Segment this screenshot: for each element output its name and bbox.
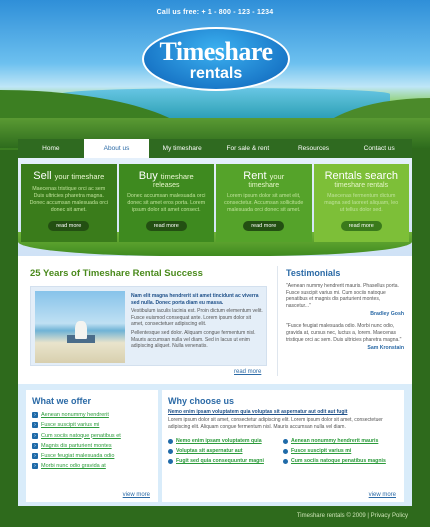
promo-title: Rentals search xyxy=(324,170,398,182)
promo-subtitle: timeshare xyxy=(248,182,280,189)
beach-photo xyxy=(35,291,125,363)
bullet-icon xyxy=(283,439,288,444)
read-more-button[interactable]: read more xyxy=(48,221,89,231)
promo-box-rentals-search xyxy=(314,164,410,242)
promo-text: Donec accumsan malesuada orci donec sit amet eros porta. Lorem ipsum dolor sit amet consect. xyxy=(127,193,206,213)
person-image xyxy=(75,321,87,339)
main-nav xyxy=(18,139,412,158)
offer-link[interactable]: › Magnis dis parturient montes xyxy=(32,441,152,451)
promo-title: Rent xyxy=(243,170,267,182)
about-title: 25 Years of Timeshare Rental Success xyxy=(30,268,203,279)
why-link[interactable]: Fugit sed quia consequuntur magni xyxy=(168,456,283,466)
why-view-more-link[interactable]: view more xyxy=(368,492,396,498)
bullet-icon xyxy=(283,459,288,464)
nav-for-sale-rent[interactable]: For sale & rent xyxy=(226,145,270,152)
nav-resources[interactable]: Resources xyxy=(297,145,330,152)
why-paragraph: Lorem ipsum dolor sit amet, consectetur adipiscing elit. Lorem ipsum dolor sit amet, consectetuer adipiscing elit. Aliquam congue fermentum nisl. Mauris accumsan nulla vel diam. xyxy=(168,417,383,430)
logo-line1: Timeshare xyxy=(159,37,273,66)
about-photo-box xyxy=(30,286,267,366)
why-lead-link[interactable]: Nemo enim ipsam voluptatem quia voluptas sit aspernatur aut odit aut fugit xyxy=(168,409,348,415)
promo-subtitle: timeshare rentals xyxy=(334,182,389,189)
promo-text: Lorem ipsum dolor sit amet elit, consectetur. Accumsan sollicitude malesuada orci donec sit amet. xyxy=(224,193,304,213)
promo-title: Buy xyxy=(138,170,158,182)
bottom-section xyxy=(18,384,412,506)
why-choose-us xyxy=(162,390,404,502)
testimonial-quote: "Aenean nummy hendrerit mauris. Phasellus porta. Fusce suscipit varius mi. Cum sociis natoque penatibus et magnis dis parturient montes, nascetur..." xyxy=(286,283,399,309)
why-link[interactable]: Voluptas sit aspernatur aut xyxy=(168,446,283,456)
bullet-icon xyxy=(283,449,288,454)
promo-title-small: your xyxy=(269,172,285,181)
site-logo[interactable] xyxy=(142,27,290,91)
privacy-policy-link[interactable]: Privacy Policy xyxy=(370,513,408,519)
testimonials xyxy=(286,268,404,357)
promo-box-sell xyxy=(21,164,117,242)
read-more-button[interactable]: read more xyxy=(341,221,382,231)
about-text xyxy=(131,293,264,350)
footer xyxy=(18,506,412,527)
testimonial-quote: "Fusce feugiat malesuada odio. Morbi nunc odio, gravida at, cursus nec, luctus a, lorem. Maecenas tristique orci ac sem. Duis ultricies pharetra magna." xyxy=(286,323,402,343)
arrow-icon: › xyxy=(32,463,38,469)
why-link[interactable]: Fusce suscipit varius mi xyxy=(283,446,398,456)
why-link[interactable]: Cum sociis natoque penatibus magnis xyxy=(283,456,398,466)
why-link[interactable]: Aenean nonummy hendrerit mauris xyxy=(283,436,398,446)
promo-box-rent xyxy=(216,164,312,242)
nav-contact-us[interactable]: Contact us xyxy=(363,145,395,152)
offer-link[interactable]: › Fusce feugiat malesuada odio xyxy=(32,451,152,461)
phone-number: Call us free: + 1 - 800 - 123 - 1234 xyxy=(156,9,274,16)
promo-title: Sell xyxy=(33,170,52,182)
promo-title-small: your timeshare xyxy=(54,172,105,181)
promo-box-buy xyxy=(119,164,215,242)
testimonial-author[interactable]: Sam Kronstain xyxy=(367,345,404,352)
offer-link[interactable]: › Morbi nunc odio gravida at xyxy=(32,461,152,471)
offer-link[interactable]: › Cum sociis natoque penatibus et xyxy=(32,431,152,441)
arrow-icon: › xyxy=(32,412,38,418)
bullet-icon xyxy=(168,449,173,454)
copyright-text: Timeshare rentals © 2009 | xyxy=(296,513,369,519)
why-title: Why choose us xyxy=(168,396,235,406)
offer-link[interactable]: › Aenean nonummy hendrerit xyxy=(32,410,152,420)
read-more-button[interactable]: read more xyxy=(243,221,284,231)
about-read-more-link[interactable]: read more xyxy=(234,369,262,375)
offer-title: What we offer xyxy=(32,396,92,406)
arrow-icon: › xyxy=(32,453,38,459)
arrow-icon: › xyxy=(32,443,38,449)
testimonials-title: Testimonials xyxy=(286,268,341,278)
promo-title-small: timeshare xyxy=(160,172,194,181)
arrow-icon: › xyxy=(32,433,38,439)
arrow-icon: › xyxy=(32,422,38,428)
nav-about-us[interactable]: About us xyxy=(84,139,150,158)
about-section xyxy=(18,256,412,384)
testimonial-author[interactable]: Bradley Gosh xyxy=(370,311,404,318)
promo-text: Maecenas tristique orci ac sem Duis ultricies pharetra magna. Donec accumsan malesuada orci donec sit amet. xyxy=(29,186,108,213)
nav-home[interactable]: Home xyxy=(42,145,60,152)
what-we-offer xyxy=(26,390,158,502)
promo-text: Maecenas fermentum dictum magna sed laoreet aliquam, leo ut tellus dolor sed. xyxy=(324,193,399,213)
content-wrapper xyxy=(18,158,412,516)
nav-my-timeshare[interactable]: My timeshare xyxy=(162,145,202,152)
read-more-button[interactable]: read more xyxy=(146,221,187,231)
about-highlight: Nam elit magna hendrerit sit amet tincidunt ac viverra sed nulla. Donec porta diam eu massa. xyxy=(131,293,259,306)
offer-link[interactable]: › Fusce suscipit varius mi xyxy=(32,420,152,430)
about-paragraph-2: Pellentesque sed dolor. Aliquam congue fermentum nisl. Mauris accumsan nulla vel diam. Sed in lacus ut enim adipiscing aliquet. Nulla venenatis. xyxy=(131,329,256,350)
about-paragraph-1: Vestibulum iaculis lacinia est. Proin dictum elementum velit. Fusce euismod consequat ante. Lorem ipsum dolor sit amet, consectetuer adipiscing elit. xyxy=(131,308,263,328)
promo-boxes xyxy=(21,164,409,242)
divider xyxy=(277,266,278,376)
bullet-icon xyxy=(168,459,173,464)
promo-subtitle: releases xyxy=(153,182,180,189)
logo-line2: rentals xyxy=(189,65,243,82)
offer-view-more-link[interactable]: view more xyxy=(122,492,150,498)
why-link[interactable]: Nemo enim ipsam voluptatem quia xyxy=(168,436,283,446)
bullet-icon xyxy=(168,439,173,444)
